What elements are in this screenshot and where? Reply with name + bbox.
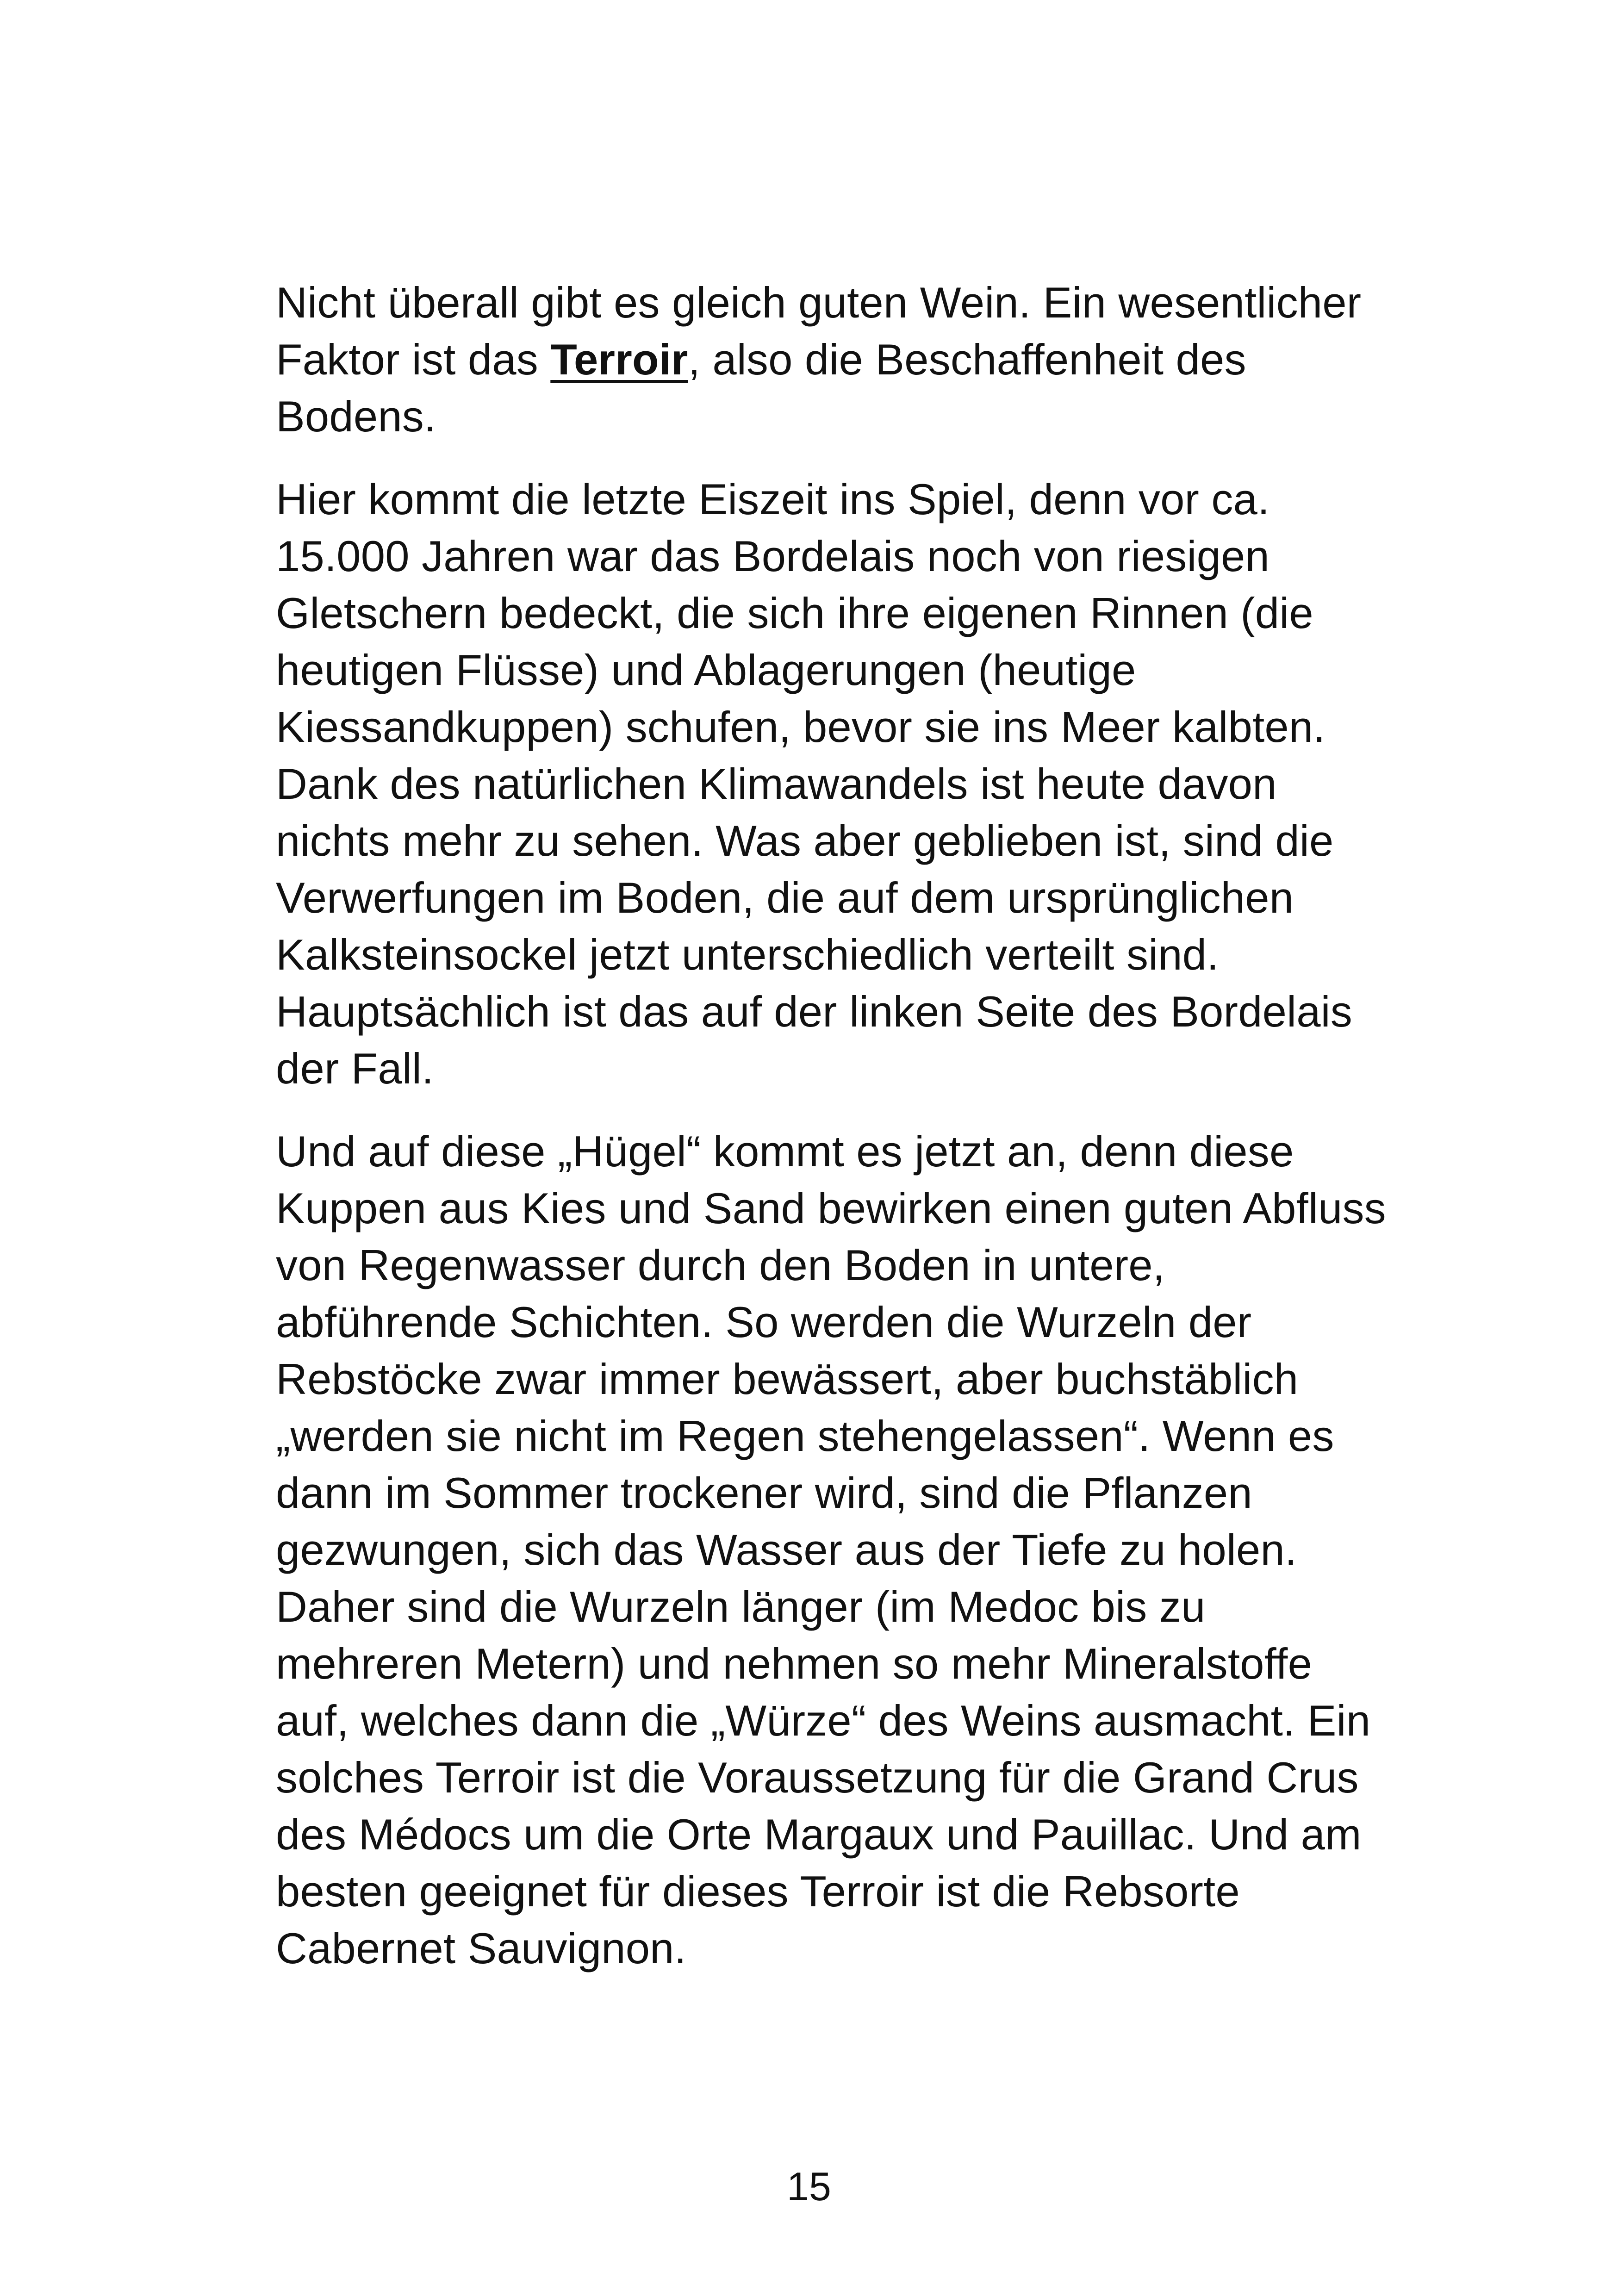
text-line: der Fall. (276, 1044, 434, 1093)
text-line: Rebstöcke zwar immer bewässert, aber buchstäblich (276, 1355, 1299, 1403)
paragraph-ice-age (276, 471, 1359, 1097)
text-line: mehreren Metern) und nehmen so mehr Mineralstoffe (276, 1639, 1313, 1688)
text-line: „werden sie nicht im Regen stehengelassen“. Wenn es (276, 1412, 1334, 1460)
text-line: Nicht überall gibt es gleich guten Wein. Ein wesentlicher (276, 278, 1362, 327)
text-line: 15.000 Jahren war das Bordelais noch von riesigen (276, 532, 1270, 580)
text-line: Hier kommt die letzte Eiszeit ins Spiel, denn vor ca. (276, 475, 1270, 523)
text-line: Kalksteinsockel jetzt unterschiedlich verteilt sind. (276, 930, 1219, 979)
text-line: von Regenwasser durch den Boden in untere, (276, 1241, 1165, 1289)
text-line: Cabernet Sauvignon. (276, 1924, 686, 1972)
text-line: gezwungen, sich das Wasser aus der Tiefe zu holen. (276, 1525, 1297, 1574)
paragraph-hills (276, 1123, 1386, 1977)
text-line: Kuppen aus Kies und Sand bewirken einen guten Abfluss (276, 1184, 1386, 1232)
text-line: Gletschern bedeckt, die sich ihre eigenen Rinnen (die (276, 589, 1313, 637)
text-line: heutigen Flüsse) und Ablagerungen (heutige (276, 646, 1136, 694)
text-line: solches Terroir ist die Voraussetzung für die Grand Crus (276, 1753, 1359, 1802)
text-line (276, 331, 1359, 388)
text-segment: , also die Beschaffenheit des (688, 335, 1246, 384)
text-line: abführende Schichten. So werden die Wurzeln der (276, 1298, 1252, 1346)
text-line: Und auf diese „Hügel“ kommt es jetzt an, denn diese (276, 1127, 1294, 1176)
text-line: besten geeignet für dieses Terroir ist die Rebsorte (276, 1867, 1240, 1916)
text-line: Bodens. (276, 392, 436, 441)
text-line: dann im Sommer trockener wird, sind die Pflanzen (276, 1468, 1252, 1517)
text-line: Daher sind die Wurzeln länger (im Medoc bis zu (276, 1582, 1206, 1631)
body-text (276, 274, 1386, 2003)
text-line: des Médocs um die Orte Margaux und Pauillac. Und am (276, 1810, 1362, 1859)
text-line: Kiessandkuppen) schufen, bevor sie ins Meer kalbten. (276, 703, 1326, 751)
terroir-keyword: Terroir (550, 335, 688, 384)
text-line: nichts mehr zu sehen. Was aber geblieben ist, sind die (276, 816, 1334, 865)
text-line: Dank des natürlichen Klimawandels ist heute davon (276, 759, 1277, 808)
text-segment: Faktor ist das (276, 335, 551, 384)
paragraph-terroir-intro (276, 274, 1362, 445)
page-number: 15 (787, 2165, 831, 2209)
text-line: Verwerfungen im Boden, die auf dem ursprünglichen (276, 873, 1294, 922)
text-line: Hauptsächlich ist das auf der linken Seite des Bordelais (276, 987, 1352, 1036)
text-line: auf, welches dann die „Würze“ des Weins ausmacht. Ein (276, 1696, 1371, 1745)
